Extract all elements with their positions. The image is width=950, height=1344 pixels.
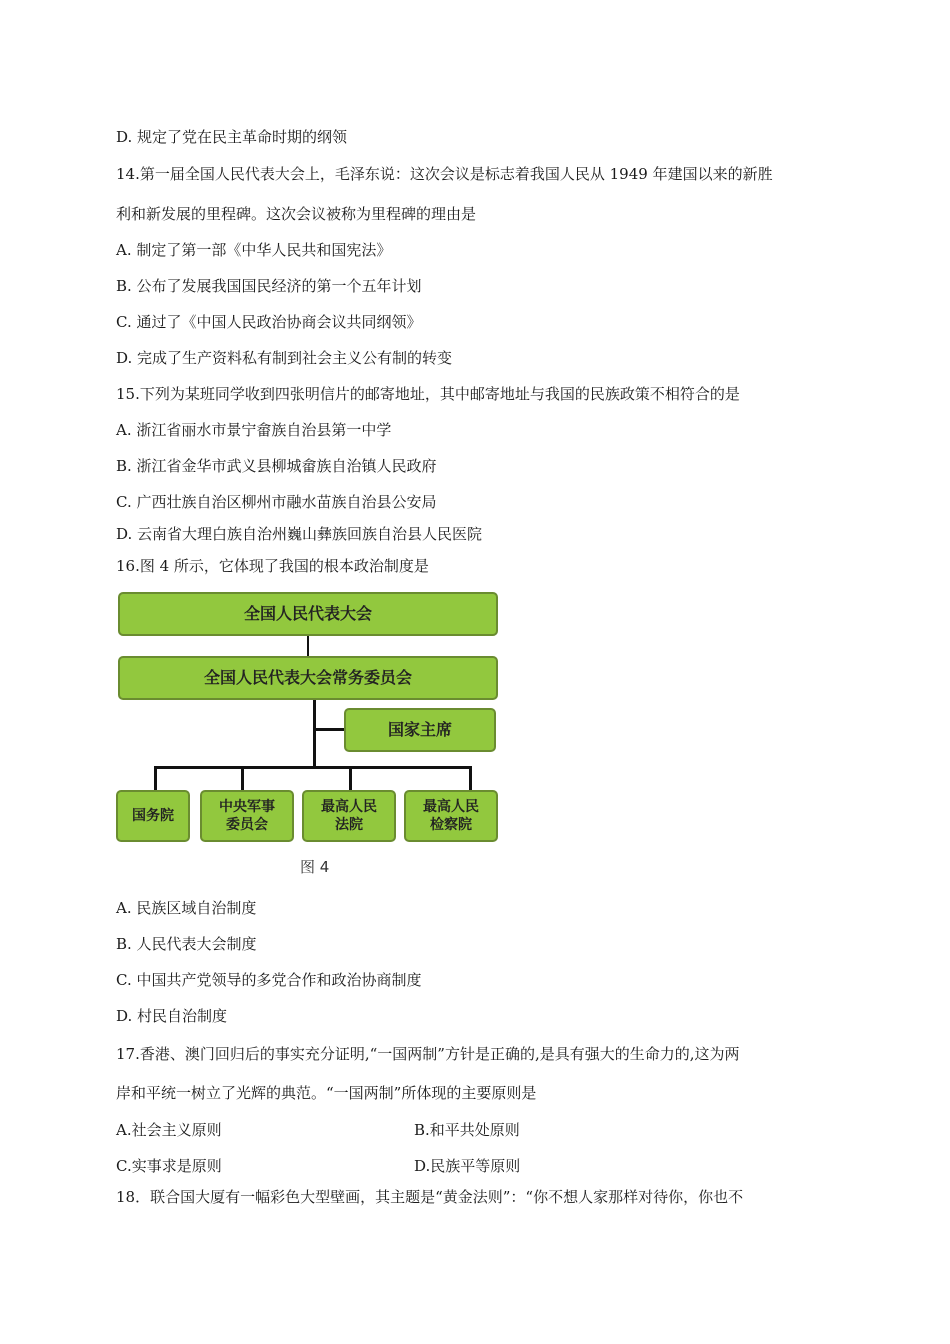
q15-option-c: C. 广西壮族自治区柳州市融水苗族自治县公安局	[116, 493, 437, 511]
supreme-procuratorate-box: 最高人民 检察院	[404, 790, 498, 842]
npc-box: 全国人民代表大会	[118, 592, 498, 636]
connector-line	[241, 766, 244, 790]
state-structure-diagram	[116, 590, 500, 880]
q14-stem-line1: 14.第一届全国人民代表大会上，毛泽东说：这次会议是标志着我国人民从 1949 年建国以来的新胜	[116, 165, 773, 183]
connector-line	[313, 700, 316, 766]
q15-stem: 15.下列为某班同学收到四张明信片的邮寄地址，其中邮寄地址与我国的民族政策不相符合的是	[116, 385, 740, 403]
connector-line	[349, 766, 352, 790]
q13-option-d: D. 规定了党在民主革命时期的纲领	[116, 128, 348, 146]
figure-caption: 图 4	[300, 858, 330, 876]
connector-line	[154, 766, 472, 769]
npc-standing-committee-box: 全国人民代表大会常务委员会	[118, 656, 498, 700]
q18-stem-line1: 18．联合国大厦有一幅彩色大型壁画，其主题是“黄金法则”：“你不想人家那样对待你，你也不	[116, 1188, 744, 1206]
q17-option-d: D.民族平等原则	[414, 1157, 521, 1175]
connector-line	[307, 636, 309, 656]
q14-option-d: D. 完成了生产资料私有制到社会主义公有制的转变	[116, 349, 453, 367]
q17-option-b: B.和平共处原则	[414, 1121, 520, 1139]
q14-option-c: C. 通过了《中国人民政治协商会议共同纲领》	[116, 313, 422, 331]
q17-option-c: C.实事求是原则	[116, 1157, 222, 1175]
q15-option-d: D. 云南省大理白族自治州巍山彝族回族自治县人民医院	[116, 525, 483, 543]
q14-option-b: B. 公布了发展我国国民经济的第一个五年计划	[116, 277, 422, 295]
state-president-box: 国家主席	[344, 708, 496, 752]
q15-option-b: B. 浙江省金华市武义县柳城畲族自治镇人民政府	[116, 457, 437, 475]
state-council-box: 国务院	[116, 790, 190, 842]
central-military-commission-box: 中央军事 委员会	[200, 790, 294, 842]
q16-option-d: D. 村民自治制度	[116, 1007, 228, 1025]
q14-option-a: A. 制定了第一部《中华人民共和国宪法》	[116, 241, 392, 259]
connector-line	[469, 766, 472, 790]
q16-option-b: B. 人民代表大会制度	[116, 935, 257, 953]
q16-option-c: C. 中国共产党领导的多党合作和政治协商制度	[116, 971, 422, 989]
supreme-court-box: 最高人民 法院	[302, 790, 396, 842]
q17-stem-line2: 岸和平统一树立了光辉的典范。“一国两制”所体现的主要原则是	[116, 1084, 537, 1102]
connector-line	[154, 766, 157, 790]
connector-line	[316, 728, 344, 731]
q17-stem-line1: 17.香港、澳门回归后的事实充分证明,“一国两制”方针是正确的,是具有强大的生命力的,这为两	[116, 1045, 740, 1063]
q17-option-a: A.社会主义原则	[116, 1121, 222, 1139]
q16-stem: 16.图 4 所示，它体现了我国的根本政治制度是	[116, 557, 429, 575]
q15-option-a: A. 浙江省丽水市景宁畲族自治县第一中学	[116, 421, 392, 439]
q14-stem-line2: 利和新发展的里程碑。这次会议被称为里程碑的理由是	[116, 205, 477, 223]
q16-option-a: A. 民族区域自治制度	[116, 899, 257, 917]
